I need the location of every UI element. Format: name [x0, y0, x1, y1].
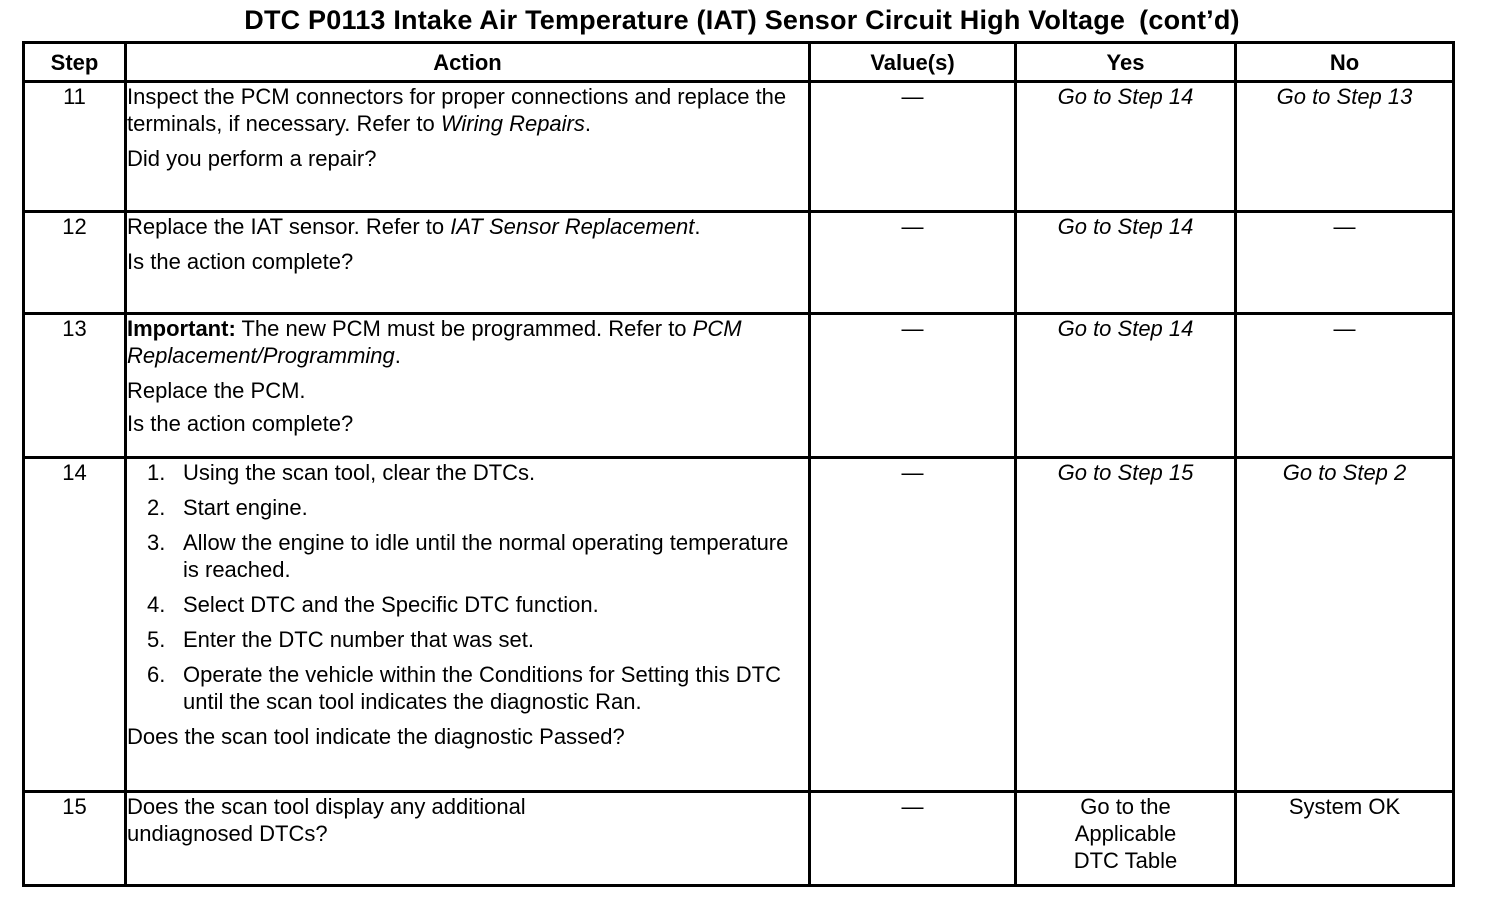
list-item-text: Allow the engine to idle until the normal operating temperature is reached. — [183, 530, 789, 582]
action-question: Did you perform a repair? — [127, 146, 377, 171]
table-row — [24, 82, 1454, 212]
no-cell: Go to Step 13 — [1236, 82, 1454, 212]
list-item-number: 6. — [147, 662, 166, 687]
step-number: 14 — [24, 458, 126, 792]
procedure-list — [127, 459, 808, 715]
action-text-part: Inspect the PCM connectors for proper connections and replace the terminals, if necessary. Refer to — [127, 84, 787, 136]
reference-link-text: Wiring Repairs — [440, 111, 585, 136]
action-cell — [126, 212, 810, 314]
table-row — [24, 458, 1454, 792]
action-question: Is the action complete? — [127, 249, 354, 274]
list-item-number: 1. — [147, 460, 166, 485]
action-text — [127, 315, 808, 369]
table-header-row — [24, 43, 1454, 82]
list-item — [127, 661, 808, 715]
action-question: Does the scan tool indicate the diagnostic Passed? — [127, 724, 625, 749]
list-item — [127, 494, 808, 521]
table-row — [24, 792, 1454, 886]
yes-cell-text: Go to the Applicable DTC Table — [1073, 794, 1178, 873]
action-cell — [126, 82, 810, 212]
action-text-part: Replace the IAT sensor. Refer to — [127, 214, 451, 239]
value-cell: — — [810, 82, 1016, 212]
list-item-text: Operate the vehicle within the Conditions for Setting this DTC until the scan tool indicates the diagnostic Ran. — [183, 662, 781, 714]
yes-cell: Go to Step 14 — [1016, 82, 1236, 212]
no-cell: Go to Step 2 — [1236, 458, 1454, 792]
list-item-number: 4. — [147, 592, 166, 617]
action-text-end: . — [394, 343, 401, 368]
list-item-number: 3. — [147, 530, 166, 555]
yes-cell — [1016, 792, 1236, 886]
list-item — [127, 626, 808, 653]
header-action: Action — [126, 43, 810, 82]
important-label: Important: — [127, 316, 236, 341]
reference-link-text: PCM Replacement/Programming — [127, 316, 742, 368]
yes-cell: Go to Step 14 — [1016, 212, 1236, 314]
list-item-text: Start engine. — [183, 495, 308, 520]
action-cell — [126, 792, 810, 886]
list-item — [127, 529, 808, 583]
action-text — [127, 83, 808, 137]
yes-cell: Go to Step 15 — [1016, 458, 1236, 792]
value-cell: — — [810, 458, 1016, 792]
table-row — [24, 212, 1454, 314]
list-item-number: 2. — [147, 495, 166, 520]
step-number: 12 — [24, 212, 126, 314]
yes-cell: Go to Step 14 — [1016, 314, 1236, 458]
diagnostic-table — [22, 41, 1455, 887]
list-item-number: 5. — [147, 627, 166, 652]
header-no: No — [1236, 43, 1454, 82]
list-item — [127, 591, 808, 618]
value-cell: — — [810, 792, 1016, 886]
action-question: Does the scan tool display any additional undiagnosed DTCs? — [127, 794, 526, 846]
no-cell: — — [1236, 314, 1454, 458]
list-item-text: Using the scan tool, clear the DTCs. — [183, 460, 536, 485]
list-item-text: Select DTC and the Specific DTC function. — [183, 592, 599, 617]
title-main: DTC P0113 Intake Air Temperature (IAT) Sensor Circuit High Voltage — [244, 5, 1126, 35]
value-cell: — — [810, 314, 1016, 458]
no-cell: System OK — [1236, 792, 1454, 886]
header-values: Value(s) — [810, 43, 1016, 82]
value-cell: — — [810, 212, 1016, 314]
table-row — [24, 314, 1454, 458]
page-title — [0, 2, 1484, 38]
action-text — [127, 213, 808, 240]
step-number: 15 — [24, 792, 126, 886]
list-item-text: Enter the DTC number that was set. — [183, 627, 534, 652]
action-cell — [126, 458, 810, 792]
action-text-part: The new PCM must be programmed. Refer to — [235, 316, 693, 341]
no-cell: — — [1236, 212, 1454, 314]
action-instruction: Replace the PCM. — [127, 378, 306, 403]
step-number: 13 — [24, 314, 126, 458]
action-text-end: . — [584, 111, 592, 136]
action-question: Is the action complete? — [127, 411, 354, 436]
step-number: 11 — [24, 82, 126, 212]
action-text-end: . — [694, 214, 701, 239]
title-suffix: (cont’d) — [1139, 5, 1240, 35]
header-step: Step — [24, 43, 126, 82]
header-yes: Yes — [1016, 43, 1236, 82]
action-cell — [126, 314, 810, 458]
list-item — [127, 459, 808, 486]
reference-link-text: IAT Sensor Replacement — [450, 214, 695, 239]
